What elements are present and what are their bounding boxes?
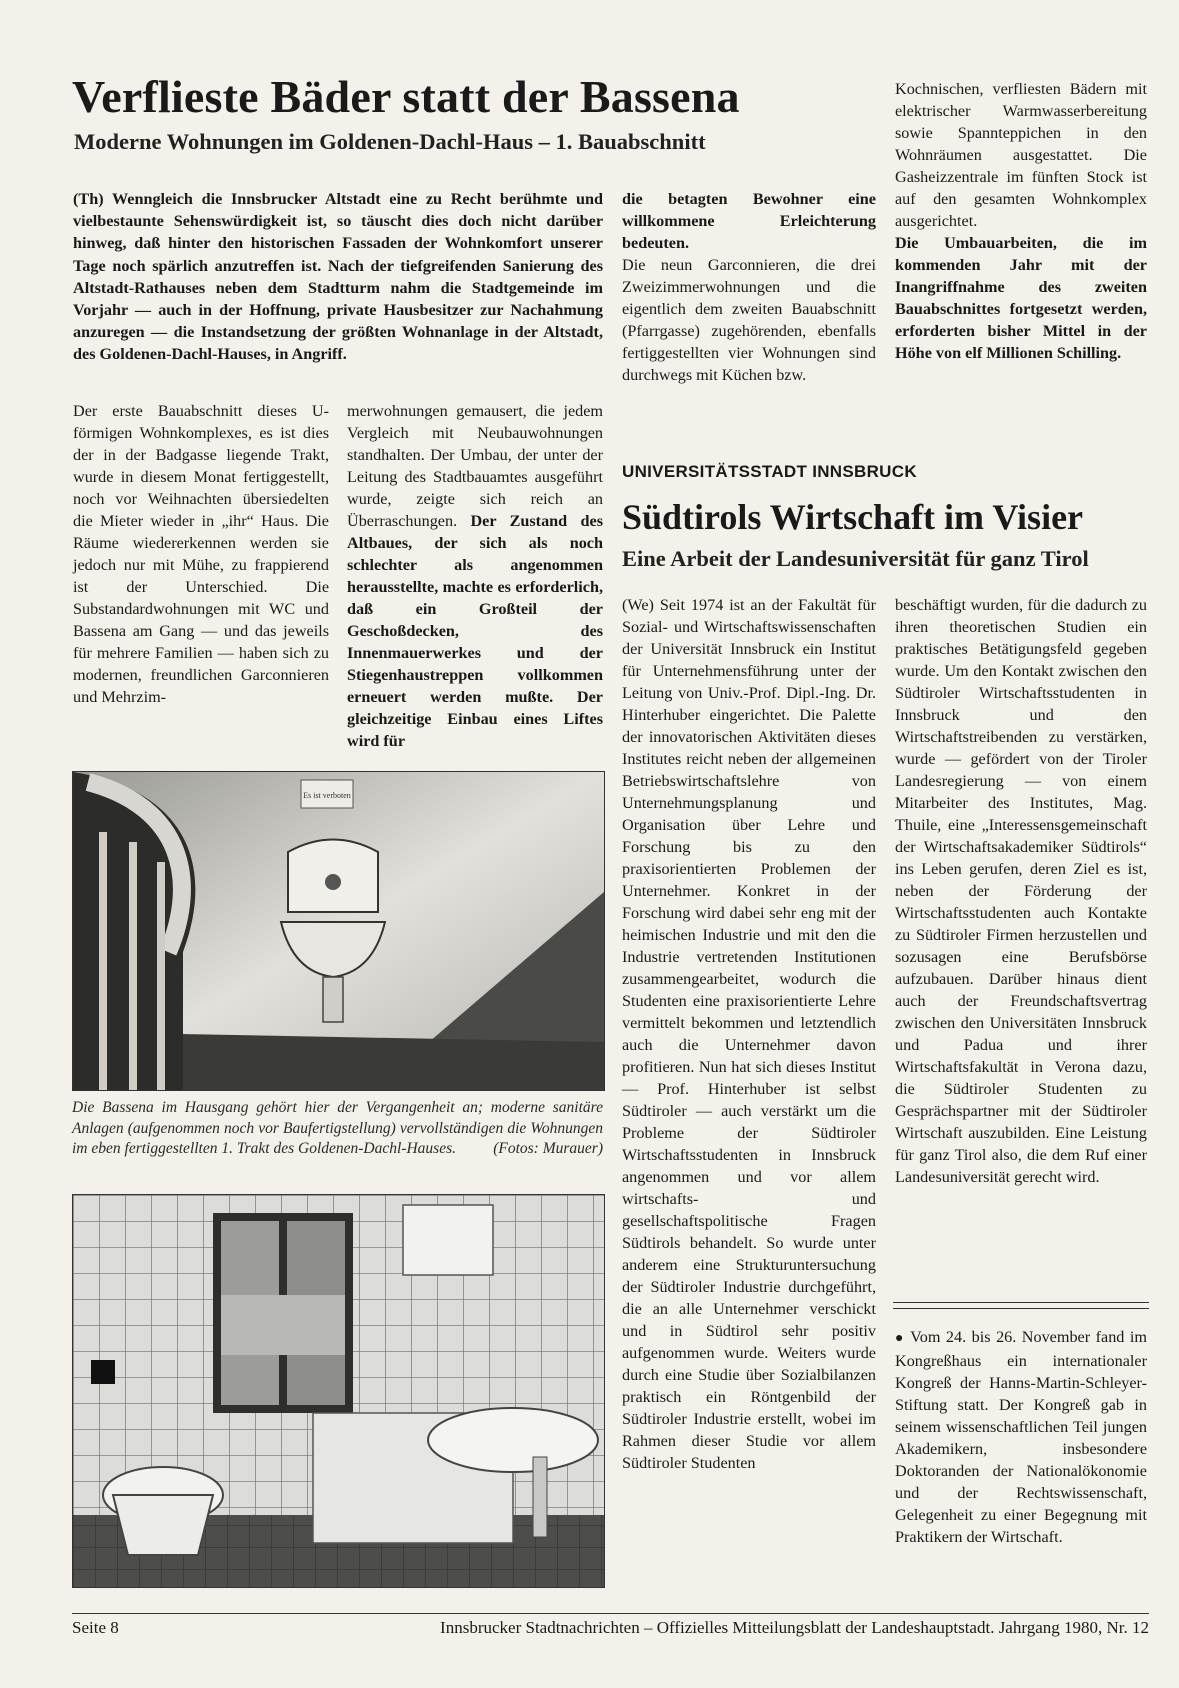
article1-headline: Verflieste Bäder statt der Bassena	[72, 71, 740, 122]
article1-col4-plain: Kochnischen, verfliesten Bädern mit elektrischer Warmwasserbereitung sowie Spannteppichen in den Wohnräumen ausgestattet. Die Gasheizzentrale im fünften Stock ist auf den gesamten Wohnkomplex ausgerichtet.	[895, 80, 1147, 230]
article1-col1-text: Der erste Bauabschnitt dieses U-förmigen Wohnkomplexes, es ist dies der in der Badgasse liegende Trakt, wurde in diesem Monat fertiggestellt, noch vor Weihnachten übersiedelten die Mieter wieder in „ihr“ Haus. Die Räume wiedererkennen werden sie jedoch nur mit Mühe, zu frappierend ist der Unterschied. Die Substandardwohnungen mit WC und Bassena am Gang — und das jeweils für mehrere Familien — haben sich zu modernen, freundlichen Garconnieren und Mehrzim-	[73, 402, 329, 706]
article2-col1-text: (We) Seit 1974 ist an der Fakultät für Sozial- und Wirtschaftswissenschaften der Universität Innsbruck ein Institut für Unternehmensführung unter der Leitung von Univ.-Prof. Dipl.-Ing. Dr. Hinterhuber eingerichtet. Die Palette der innovatorischen Aktivitäten dieses Institutes reicht neben der allgemeinen Betriebswirtschaftslehre von Unternehmungsplanung und Organisation über Lehre und Forschung bis zu den praxisorientierten Problemen der Unternehmer. Konkret in der Forschung wird dabei sehr eng mit der heimischen Industrie und mit den die Industrie vertretenden Institutionen zusammengearbeitet, wodurch die Studenten eine praxisorientierte Lehre vermittelt bekommen und letztendlich auch die Unternehmer davon profitieren. Nun hat sich dieses Institut — Prof. Hinterhuber ist selbst Südtiroler — auch verstärkt um die Probleme der Südtiroler Wirtschaftsstudenten in Innsbruck angenommen und vor allem wirtschafts- und gesellschaftspolitische Fragen Südtirols behandelt. So wurde unter anderem eine Strukturuntersuchung der Südtiroler Industrie durchgeführt, die an alle Unternehmer verschickt und in Südtirol sehr positiv aufgenommen wurde. Weiters wurde durch eine Studie über Sozialbilanzen praktisch ein Röntgenbild der Südtiroler Industrie erstellt, wobei im Rahmen dieser Studie vor allem Südtiroler Studenten	[622, 596, 876, 1472]
article1-col2-text	[347, 400, 603, 752]
bassena-photo	[72, 771, 605, 1091]
article1-col2-plain: merwohnungen gemausert, die jedem Vergleich mit Neubauwohnungen standhalten. Der Umbau, der unter der Leitung des Stadtbauamtes ausgeführt wurde, zeigte sich reich an Überraschungen.	[347, 402, 603, 530]
photo-caption	[72, 1098, 603, 1160]
article2-column-2	[895, 594, 1147, 1188]
article1-col4-bold: Die Umbauarbeiten, die im kommenden Jahr mit der Inangriffnahme des zweiten Bauabschnittes fortgesetzt werden, erforderten bisher Mittel in der Höhe von elf Millionen Schilling.	[895, 234, 1147, 362]
article1-column-1	[73, 400, 329, 708]
article2-headline: Südtirols Wirtschaft im Visier	[622, 497, 1084, 537]
caption-text: Die Bassena im Hausgang gehört hier der Vergangenheit an; moderne sanitäre Anlagen (aufgenommen noch vor Baufertigstellung) vervollständigen die Wohnungen im eben fertiggestellten 1. Trakt des Goldenen-Dachl-Hauses.	[72, 1099, 603, 1157]
article1-lead: (Th) Wenngleich die Innsbrucker Altstadt eine zu Recht berühmte und vielbestaunte Sehenswürdigkeit ist, so täuscht dies doch nicht darüber hinweg, daß hinter den historischen Fassaden der Wohnkomfort unserer Tage noch spärlich anzutreffen ist. Nach der tiefgreifenden Sanierung des Altstadt-Rathauses neben dem Stadtturm nahm die Stadtgemeinde im Vorjahr — auch in der Hoffnung, private Hausbesitzer zur Nachahmung anzuregen — die Instandsetzung der größten Wohnanlage in der Altstadt, des Goldenen-Dachl-Hauses, in Angriff.	[73, 190, 603, 364]
bassena-illustration	[73, 772, 604, 1090]
article2-subhead: Eine Arbeit der Landesuniversität für ganz Tirol	[622, 546, 1089, 571]
article2-column-1	[622, 594, 876, 1474]
article1-column-3	[622, 188, 876, 386]
article2-kicker: UNIVERSITÄTSSTADT INNSBRUCK	[622, 462, 917, 481]
publication-line: Innsbrucker Stadtnachrichten – Offizielles Mitteilungsblatt der Landeshauptstadt. Jahrgang 1980, Nr. 12	[440, 1618, 1149, 1637]
article1-col2-bold: Der Zustand des Altbaues, der sich als noch schlechter als angenommen herausstellte, machte es erforderlich, daß ein Großteil der Geschoßdecken, des Innenmauerwerkes und der Stiegenhaustreppen vollkommen erneuert werden mußte. Der gleichzeitige Einbau eines Liftes wird für	[347, 512, 603, 750]
notice-text	[895, 1326, 1147, 1548]
article1-subhead: Moderne Wohnungen im Goldenen-Dachl-Haus – 1. Bauabschnitt	[74, 129, 706, 154]
bathroom-illustration	[73, 1195, 604, 1587]
notice-body: Vom 24. bis 26. November fand im Kongreßhaus ein internationaler Kongreß der Hanns-Martin-Schleyer-Stiftung statt. Der Kongreß gab in seinem wissenschaftlichen Teil jungen Akademikern, insbesondere Doktoranden der Nationalökonomie und der Rechtswissenschaft, Gelegenheit zu einer Begegnung mit Praktikern der Wirtschaft.	[895, 1328, 1147, 1546]
page-number: Seite 8	[72, 1618, 119, 1637]
footer-rule	[72, 1613, 1149, 1614]
bullet-icon: ●	[895, 1331, 905, 1346]
article1-col3-bold: die betagten Bewohner eine willkommene Erleichterung bedeuten.	[622, 190, 876, 252]
article1-column-2	[347, 400, 603, 752]
photo-credit: (Fotos: Murauer)	[493, 1140, 603, 1157]
section-divider	[893, 1302, 1149, 1309]
bathroom-photo	[72, 1194, 605, 1588]
article2-col2-text: beschäftigt wurden, für die dadurch zu ihren theoretischen Studien ein praktisches Betätigungsfeld gegeben wurde. Um den Kontakt zwischen den Südtiroler Wirtschaftsstudenten in Innsbruck und den Wirtschaftstreibenden zu verstärken, wurde — gefördert von der Tiroler Landesregierung — von einem Mitarbeiter des Institutes, Mag. Thuile, eine „Interessensgemeinschaft der Wirtschaftsakademiker Südtirols“ ins Leben gerufen, deren Ziel es ist, neben der Förderung der Wirtschaftsstudenten auch Kontakte zu Südtiroler Firmen herzustellen und sozusagen eine Berufsbörse aufzubauen. Darüber hinaus dient auch der Freundschaftsvertrag zwischen den Universitäten Innsbruck und Padua und ihrer Wirtschaftsfakultät in Verona dazu, die Südtiroler Studenten zu Gesprächspartner mit der Südtiroler Wirtschaft auszubilden. Eine Leistung für ganz Tirol also, die dem Ruf einer Landesuniversität gerecht wird.	[895, 596, 1147, 1186]
article1-col3-plain: Die neun Garconnieren, die drei Zweizimmerwohnungen und die eigentlich dem zweiten Bauabschnitt (Pfarrgasse) zugehörenden, ebenfalls fertiggestellten vier Wohnungen sind durchwegs mit Küchen bzw.	[622, 256, 876, 384]
sign-text: Es ist verboten	[303, 791, 351, 800]
notice-box	[895, 1326, 1147, 1548]
article1-column-4	[895, 78, 1147, 364]
